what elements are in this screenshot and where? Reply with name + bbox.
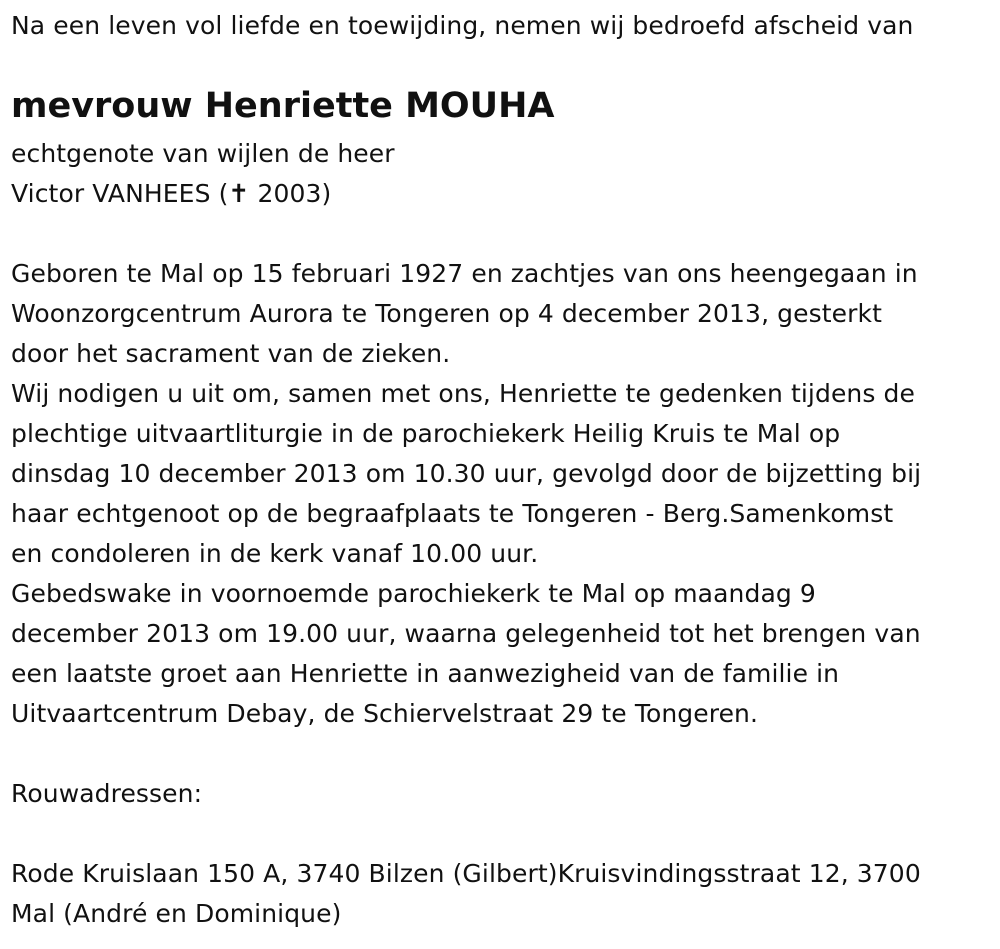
body-line: door het sacrament van de zieken. [11, 339, 451, 368]
body-line: plechtige uitvaartliturgie in de parochiekerk Heilig Kruis te Mal op [11, 419, 841, 448]
notice-body [11, 254, 921, 734]
address-line: Rode Kruislaan 150 A, 3740 Bilzen (Gilbert)Kruisvindingsstraat 12, 3700 [11, 859, 921, 888]
addresses-label: Rouwadressen: [11, 779, 203, 808]
deceased-name: mevrouw Henriette MOUHA [11, 86, 555, 126]
body-line: Geboren te Mal op 15 februari 1927 en zachtjes van ons heengegaan in [11, 259, 918, 288]
body-line: Gebedswake in voornoemde parochiekerk te Mal op maandag 9 [11, 579, 816, 608]
spouse-info [11, 134, 395, 214]
body-line: Woonzorgcentrum Aurora te Tongeren op 4 december 2013, gesterkt [11, 299, 882, 328]
body-line: haar echtgenoot op de begraafplaats te Tongeren - Berg.Samenkomst [11, 499, 894, 528]
body-line: Wij nodigen u uit om, samen met ons, Henriette te gedenken tijdens de [11, 379, 915, 408]
intro-text: Na een leven vol liefde en toewijding, nemen wij bedroefd afscheid van [11, 11, 914, 40]
body-line: en condoleren in de kerk vanaf 10.00 uur. [11, 539, 539, 568]
spouse-line: Victor VANHEES (✝ 2003) [11, 179, 332, 208]
body-line: Uitvaartcentrum Debay, de Schiervelstraat 29 te Tongeren. [11, 699, 759, 728]
address-line: Mal (André en Dominique) [11, 899, 342, 928]
spouse-line: echtgenote van wijlen de heer [11, 139, 395, 168]
body-line: dinsdag 10 december 2013 om 10.30 uur, gevolgd door de bijzetting bij [11, 459, 922, 488]
body-line: een laatste groet aan Henriette in aanwezigheid van de familie in [11, 659, 840, 688]
mourning-addresses [11, 854, 921, 934]
body-line: december 2013 om 19.00 uur, waarna gelegenheid tot het brengen van [11, 619, 921, 648]
